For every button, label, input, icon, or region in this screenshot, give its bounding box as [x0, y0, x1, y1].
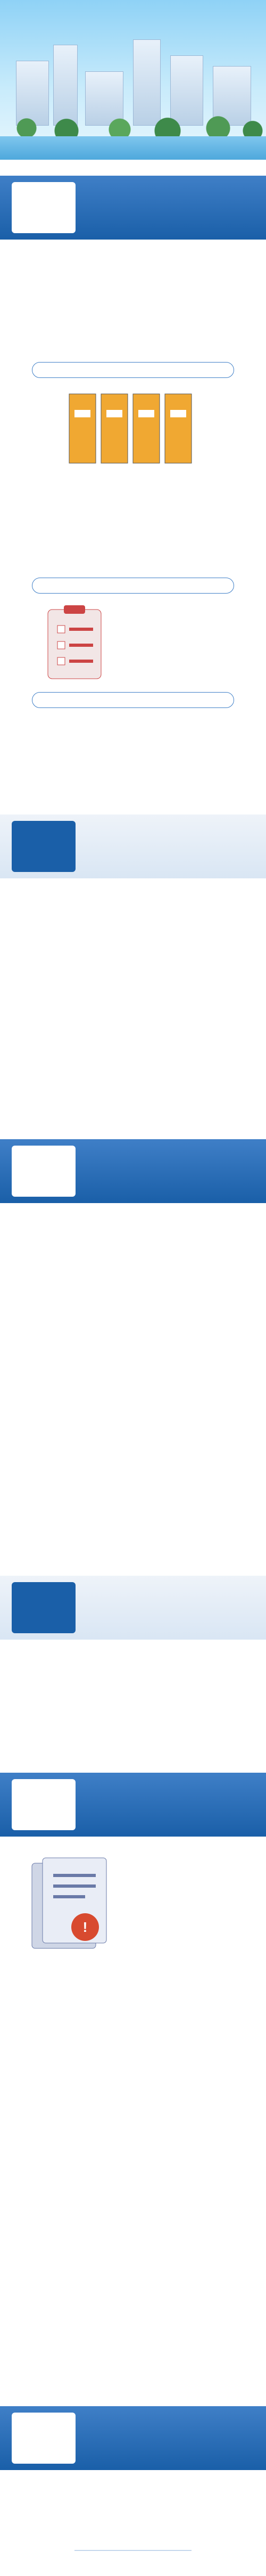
section-header-5: [0, 1773, 266, 1837]
section-title: [85, 1576, 250, 1640]
section-number: [12, 1779, 76, 1830]
svg-text:!: !: [82, 1919, 88, 1935]
section-header-4: [0, 1576, 266, 1640]
section-title: [85, 1773, 250, 1837]
section-header-1: [0, 176, 266, 240]
subsection-heading-2: [32, 578, 234, 594]
section-number: [12, 1582, 76, 1633]
section-number: [12, 821, 76, 872]
section-header-2: [0, 814, 266, 878]
section-title: [85, 2406, 250, 2470]
footer-divider: [74, 2550, 192, 2551]
section-number: [12, 2413, 76, 2464]
subsection-heading-1: [32, 362, 234, 378]
subsection-heading-3: [32, 692, 234, 708]
section-title: [85, 814, 250, 878]
section-title: [85, 1139, 250, 1203]
document-icon: [21, 1853, 117, 1959]
section-number: [12, 1146, 76, 1197]
header-banner: [0, 0, 266, 160]
section-number: [12, 182, 76, 233]
section-header-6: [0, 2406, 266, 2470]
section-header-3: [0, 1139, 266, 1203]
trees-illustration: [0, 113, 266, 138]
section-title: [85, 176, 250, 240]
water-illustration: [0, 136, 266, 160]
clipboard-icon: [37, 604, 112, 684]
folders-icon: [64, 389, 202, 468]
